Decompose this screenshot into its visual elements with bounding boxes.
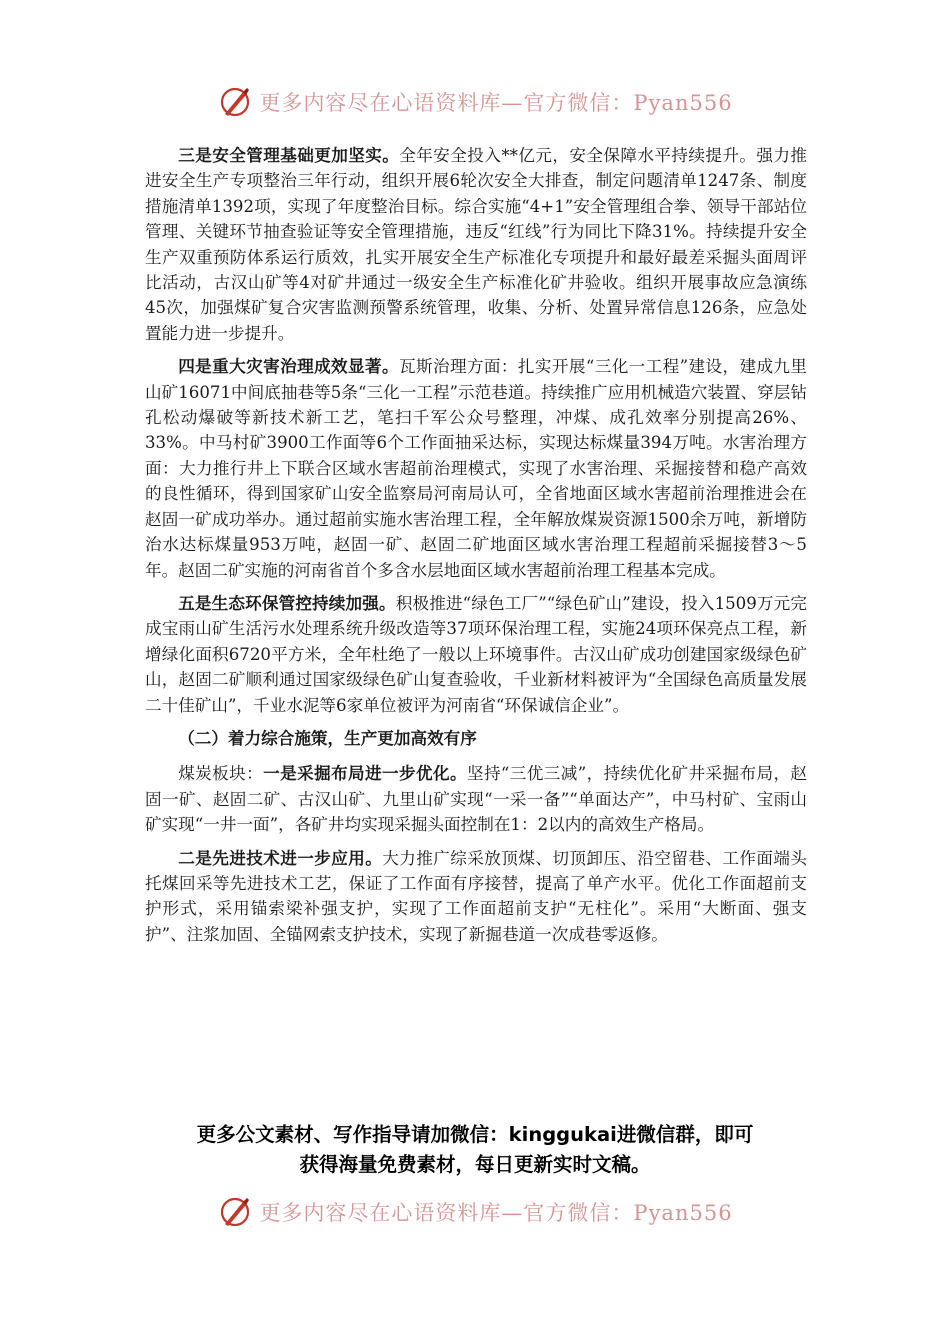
- paragraph-text: 瓦斯治理方面：扎实开展“三化一工程”建设，建成九里山矿16071中间底抽巷等5条“三化一工程”示范巷道。持续推广应用机械造穴装置、穿层钻孔松动爆破等新技术新工艺，笔扫千军公众号整理，冲煤、成孔效率分别提高26%、33%。中马村矿3900工作面等6个工作面抽采达标，实现达标煤量394万吨。水害治理方面：大力推行井上下联合区域水害超前治理模式，实现了水害治理、采掘接替和稳产高效的良性循环，得到国家矿山安全监察局河南局认可，全省地面区域水害超前治理推进会在赵固一矿成功举办。通过超前实施水害治理工程，全年解放煤炭资源1500余万吨，新增防治水达标煤量953万吨，赵固一矿、赵固二矿地面区域水害治理工程超前采掘接替3～5年。赵固二矿实施的河南省首个多含水层地面区域水害超前治理工程基本完成。: [145, 357, 808, 580]
- promo-notice: [130, 1120, 820, 1180]
- paragraph-lead: 一是采掘布局进一步优化。: [263, 763, 467, 784]
- promo-line-2: 获得海量免费素材，每日更新实时文稿。: [299, 1153, 651, 1176]
- pen-logo-icon: [217, 84, 253, 120]
- footer-watermark-text: 更多内容尽在心语资料库—官方微信：Pyan556: [259, 1201, 733, 1225]
- footer-watermark-banner: [0, 1192, 950, 1232]
- section-heading: （二）着力综合施策，生产更加高效有序: [178, 727, 477, 748]
- paragraph-lead: 四是重大灾害治理成效显著。: [178, 356, 399, 377]
- document-body: [145, 143, 807, 955]
- paragraph-text: 积极推进“绿色工厂”“绿色矿山”建设，投入1509万元完成宝雨山矿生活污水处理系统升级改造等37项环保治理工程，实施24项环保亮点工程，新增绿化面积6720平方米，全年杜绝了一般以上环境事件。古汉山矿成功创建国家级绿色矿山，赵固二矿顺利通过国家级绿色矿山复查验收，千业新材料被评为“全国绿色高质量发展二十佳矿山”，千业水泥等6家单位被评为河南省“环保诚信企业”。: [145, 593, 807, 715]
- paragraph-technology: [145, 846, 807, 948]
- paragraph-text: 全年安全投入**亿元，安全保障水平持续提升。强力推进安全生产专项整治三年行动，组织开展6轮次安全大排查，制定问题清单1247条、制度措施清单1392项，实现了年度整治目标。综合实施“4+1”安全管理组合拳、领导干部站位管理、关键环节抽查验证等安全管理措施，违反“红线”行为同比下降31%。持续提升安全生产双重预防体系运行质效，扎实开展安全生产标准化专项提升和最好最差采掘头面周评比活动，古汉山矿等4对矿井通过一级安全生产标准化矿井验收。组织开展事故应急演练45次，加强煤矿复合灾害监测预警系统管理，收集、分析、处置异常信息126条，应急处置能力进一步提升。: [145, 146, 808, 343]
- paragraph-coal-layout: [145, 761, 807, 837]
- paragraph-lead: 二是先进技术进一步应用。: [178, 847, 383, 868]
- pen-logo-icon: [217, 1194, 253, 1230]
- promo-line-1: 更多公文素材、写作指导请加微信：kinggukai进微信群，即可: [196, 1123, 754, 1146]
- header-watermark-banner: [0, 82, 950, 122]
- header-watermark-text: 更多内容尽在心语资料库—官方微信：Pyan556: [259, 91, 733, 115]
- paragraph-disaster: [145, 354, 807, 583]
- paragraph-safety: [145, 143, 807, 346]
- paragraph-text: 大力推广综采放顶煤、切顶卸压、沿空留巷、工作面端头托煤回采等先进技术工艺，保证了工作面有序接替，提高了单产水平。优化工作面超前支护形式，采用锚索梁补强支护，实现了工作面超前支护“无柱化”。采用“大断面、强支护”、注浆加固、全锚网索支护技术，实现了新掘巷道一次成巷零返修。: [145, 848, 808, 944]
- paragraph-text: 坚持“三优三减”，持续优化矿井采掘布局，赵固一矿、赵固二矿、古汉山矿、九里山矿实现“一采一备”“单面达产”，中马村矿、宝雨山矿实现“一井一面”，各矿井均实现采掘头面控制在1：2以内的高效生产格局。: [145, 764, 808, 835]
- paragraph-environment: [145, 591, 807, 718]
- paragraph-lead: 五是生态环保管控持续加强。: [178, 592, 396, 613]
- paragraph-lead: 三是安全管理基础更加坚实。: [178, 145, 400, 165]
- paragraph-prefix: 煤炭板块：: [178, 764, 264, 784]
